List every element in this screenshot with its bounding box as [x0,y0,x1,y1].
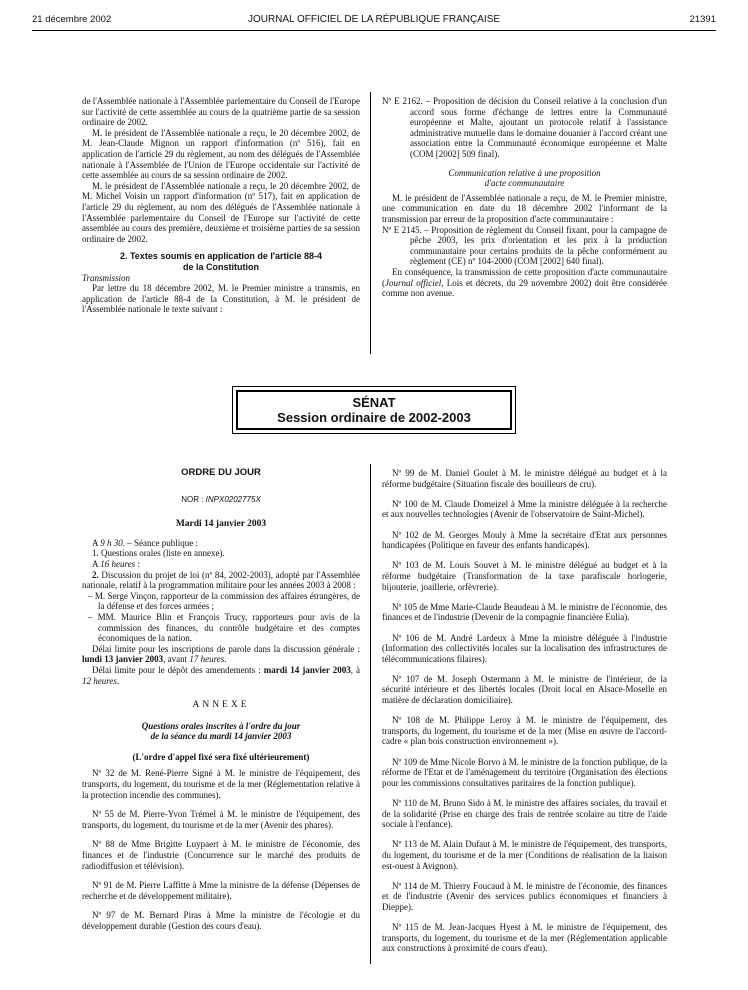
paragraph: M. le président de l'Assemblée nationale a reçu, de M. le Premier ministre, une communication en date du 18 décembre 2002 l'informant de la transmission par erreur de la proposition d'acte communautaire : [382,192,667,224]
paragraph [82,665,360,686]
question-item: Nº 115 de M. Jean-Jacques Hyest à M. le ministre de l'équipement, des transports, du logement, du tourisme et de la mer (Réglementation applicable aux constructions à proximité de cours d'eau). [382,922,667,954]
paragraph: de l'Assemblée nationale à l'Assemblée parlementaire du Conseil de l'Europe sur l'activité de cette assemblée au cours de la quatrième partie de sa session ordinaire de 2002. [82,96,360,128]
top-right-column [382,96,667,299]
senat-box-inner [236,390,512,430]
paragraph [82,559,360,570]
paragraph: M. le président de l'Assemblée nationale a reçu, le 20 décembre 2002, de M. Michel Voisin un rapport d'information (nº 517), fait en application de l'article 29 du règlement, au nom des délégués de l'Assemblée nationale à l'Assemblée parlementaire du Conseil de l'Europe sur l'activité de cette assemblée au cours des première, deuxième et troisième parties de sa session ordinaire de 2002. [82,180,360,244]
top-left-column [82,96,360,315]
bottom-left-column [82,468,360,941]
page-header [32,14,716,28]
text-span: En conséquence, la transmission de cette proposition d'acte communautaire ( [382,266,667,288]
text-span: Délai limite pour le dépôt des amendements : [92,664,264,675]
paragraph: M. le président de l'Assemblée nationale a reçu, le 20 décembre 2002, de M. Jean-Claude Mignon un rapport d'information (nº 516), fait en application de l'article 29 du règlement, au nom des délégués de l'Assemblée nationale à l'Assemblée de l'Union de l'Europe occidentale sur l'activité de cette assemblée au cours de sa session ordinaire de 2002. [82,127,360,181]
document-entry: Nº E 2162. – Proposition de décision du Conseil relative à la conclusion d'un accord sous forme d'échange de lettres entre la Communauté européenne et Malte, ajoutant un protocole relatif à l'assistance administrative mutuelle dans le domaine douanier à l'accord créant une association entre la Communauté économique européenne et Malte (COM [2002] 509 final). [382,96,667,159]
questions-title-line: de la séance du mardi 14 janvier 2003 [150,731,292,742]
question-item: Nº 107 de M. Joseph Ostermann à M. le ministre de l'intérieur, de la sécurité intérieure et des libertés locales (Droit local en Alsace-Moselle en matière de déclaration domiciliaire). [382,673,667,706]
subsection-title-line: d'acte communautaire [484,178,565,189]
paragraph: Par lettre du 18 décembre 2002, M. le Premier ministre a transmis, en application de l'article 88-4 de la Constitution, à M. le président de l'Assemblée nationale le texte suivant : [82,283,360,315]
rapporteur-entry: – MM. Maurice Blin et François Trucy, rapporteurs pour avis de la commission des finances, du contrôle budgétaire et des comptes économiques de la nation. [88,611,360,644]
text-span: . [116,675,120,686]
question-item: Nº 88 de Mme Brigitte Luypaert à M. le ministre de l'économie, des finances et de l'industrie (Concurrence sur le marché des produits de radiodiffusion et télévision). [82,839,360,871]
deadline-date: mardi 14 janvier 2003 [263,664,351,675]
question-item: Nº 102 de M. Georges Mouly à Mme la secrétaire d'Etat aux personnes handicapées (Politique en faveur des enfants handicapés). [382,529,667,551]
question-item: Nº 32 de M. René-Pierre Signé à M. le ministre de l'équipement, des transports, du logement, du tourisme et de la mer (Réglementation relative à la protection incendie des communes). [82,768,360,800]
question-item: Nº 105 de Mme Marie-Claude Beaudeau à M. le ministre de l'économie, des finances et de l'industrie (Devenir de la compagnie financière Eulia). [382,601,667,623]
time: 9 h 30 [100,537,123,548]
nor-reference [82,495,360,506]
question-item: Nº 113 de M. Alain Dufaut à M. le ministre de l'équipement, des transports, du logement, du tourisme et de la mer (Conditions de réalisation de la liaison est-ouest à Avignon). [382,839,667,871]
text-span: . – Séance publique : [122,537,198,548]
text-span: Discussion du projet de loi (nº 84, 2002-2003), adopté par l'Assemblée nationale, relatif à la programmation militaire pour les années 2003 à 2008 : [82,569,360,591]
question-item: Nº 55 de M. Pierre-Yvon Trémel à M. le ministre de l'équipement, des transports, du logement, du tourisme et de la mer (Avenir des phares). [82,809,360,830]
header-journal-title: JOURNAL OFFICIEL DE LA RÉPUBLIQUE FRANÇAISE [247,14,501,25]
bottom-right-column [382,468,667,964]
questions-title-line: Questions orales inscrites à l'ordre du jour [141,720,301,731]
text-span: Délai limite pour les inscriptions de parole dans la discussion générale : [92,643,360,654]
paragraph [382,267,667,299]
agenda-item: 1. Questions orales (liste en annexe). [92,548,225,559]
journal-reference: Journal officiel [385,277,442,288]
call-order-note: (L'ordre d'appel fixé sera fixé ultérieurement) [132,751,310,762]
header-page-number: 21391 [689,14,716,25]
section-title-line: de la Constitution [183,261,259,272]
text-span: , avant [163,654,190,665]
item-number: 2. [92,569,99,580]
text-span: A [92,558,101,569]
question-item: Nº 100 de M. Claude Domeizel à Mme la ministre déléguée à la recherche et aux nouvelles technologies (Avenir de l'observatoire de Saint-Michel). [382,498,667,520]
column-divider [370,464,371,964]
section-title [82,251,360,272]
question-item: Nº 110 de M. Bruno Sido à M. le ministre des affaires sociales, du travail et de la solidarité (Prise en charge des frais de rentrée scolaire au titre de l'aide sociale à l'enfance). [382,798,667,830]
question-item: Nº 108 de M. Philippe Leroy à M. le ministre de l'équipement, des transports, du logement, du tourisme et de la mer (Mise en œuvre de l'accord-cadre « plan bois construction environnement »). [382,715,667,747]
senat-session: Session ordinaire de 2002-2003 [277,410,471,425]
question-item: Nº 114 de M. Thierry Foucaud à M. le ministre de l'économie, des finances et de l'industrie (Avenir des services publics économiques et financiers à Dieppe). [382,880,667,912]
senat-title: SÉNAT [352,395,396,410]
ordre-du-jour-title: ORDRE DU JOUR [181,467,261,478]
question-item: Nº 106 de M. André Lardeux à Mme la ministre déléguée à l'industrie (Information des collectivités locales sur la localisation des infrastructures de télécommunications filaires). [382,632,667,664]
subsection-title-line: Communication relative à une proposition [448,167,601,178]
section-title-line: 2. Textes soumis en application de l'article 88-4 [119,251,323,262]
question-item: Nº 97 de M. Bernard Piras à Mme la ministre de l'écologie et du développement durable (Gestion des cours d'eau). [82,910,360,931]
question-item: Nº 109 de Mme Nicole Borvo à M. le ministre de la fonction publique, de la réforme de l'Etat et de l'aménagement du territoire (Organisation des élections pour les commissions consultatives paritaires de la fonction publique). [382,756,667,788]
agenda-item [82,570,360,591]
text-span: , Lois et décrets, du 29 novembre 2002) doit être considérée comme non avenue. [382,277,667,299]
annexe-title: ANNEXE [192,700,250,711]
header-date: 21 décembre 2002 [32,14,112,25]
deadline-time: 12 heures [82,675,117,686]
question-item: Nº 99 de M. Daniel Goulet à M. le ministre délégué au budget et à la réforme budgétaire (Situation fiscale des bouilleurs de cru). [382,468,667,489]
time: 16 heures [100,558,136,569]
subsection-title [382,168,667,189]
session-date: Mardi 14 janvier 2003 [175,519,267,530]
nor-code: INPX0202775X [205,494,261,504]
text-span: : [135,558,140,569]
paragraph [82,538,360,549]
questions-title [82,721,360,742]
subsection-title: Transmission [82,272,131,283]
deadline-date: lundi 13 janvier 2003 [82,654,164,665]
text-span: . [224,654,227,665]
document-entry: Nº E 2145. – Proposition de règlement du Conseil fixant, pour la campagne de pêche 2003, les prix d'orientation et les prix à la production communautaire pour certains produits de la pêche conformément au règlement (CE) nº 104-2000 (COM [2002] 640 final). [382,224,667,267]
header-rule [32,30,716,31]
paragraph [82,644,360,665]
question-item: Nº 91 de M. Pierre Laffitte à Mme la ministre de la défense (Dépenses de recherche et de développement militaire). [82,880,360,901]
nor-label: NOR : [181,494,206,504]
text-span: , à [350,664,361,675]
column-divider [370,92,371,354]
deadline-time: 17 heures [189,654,225,665]
rapporteur-entry: – M. Serge Vinçon, rapporteur de la commission des affaires étrangères, de la défense et des forces armées ; [88,590,360,612]
question-item: Nº 103 de M. Louis Souvet à M. le ministre délégué au budget et à la réforme budgétaire (Transformation de la taxe parafiscale horlogerie, bijouterie, joaillerie, orfèvrerie). [382,560,667,592]
senat-box [232,386,516,434]
text-span: A [92,537,101,548]
